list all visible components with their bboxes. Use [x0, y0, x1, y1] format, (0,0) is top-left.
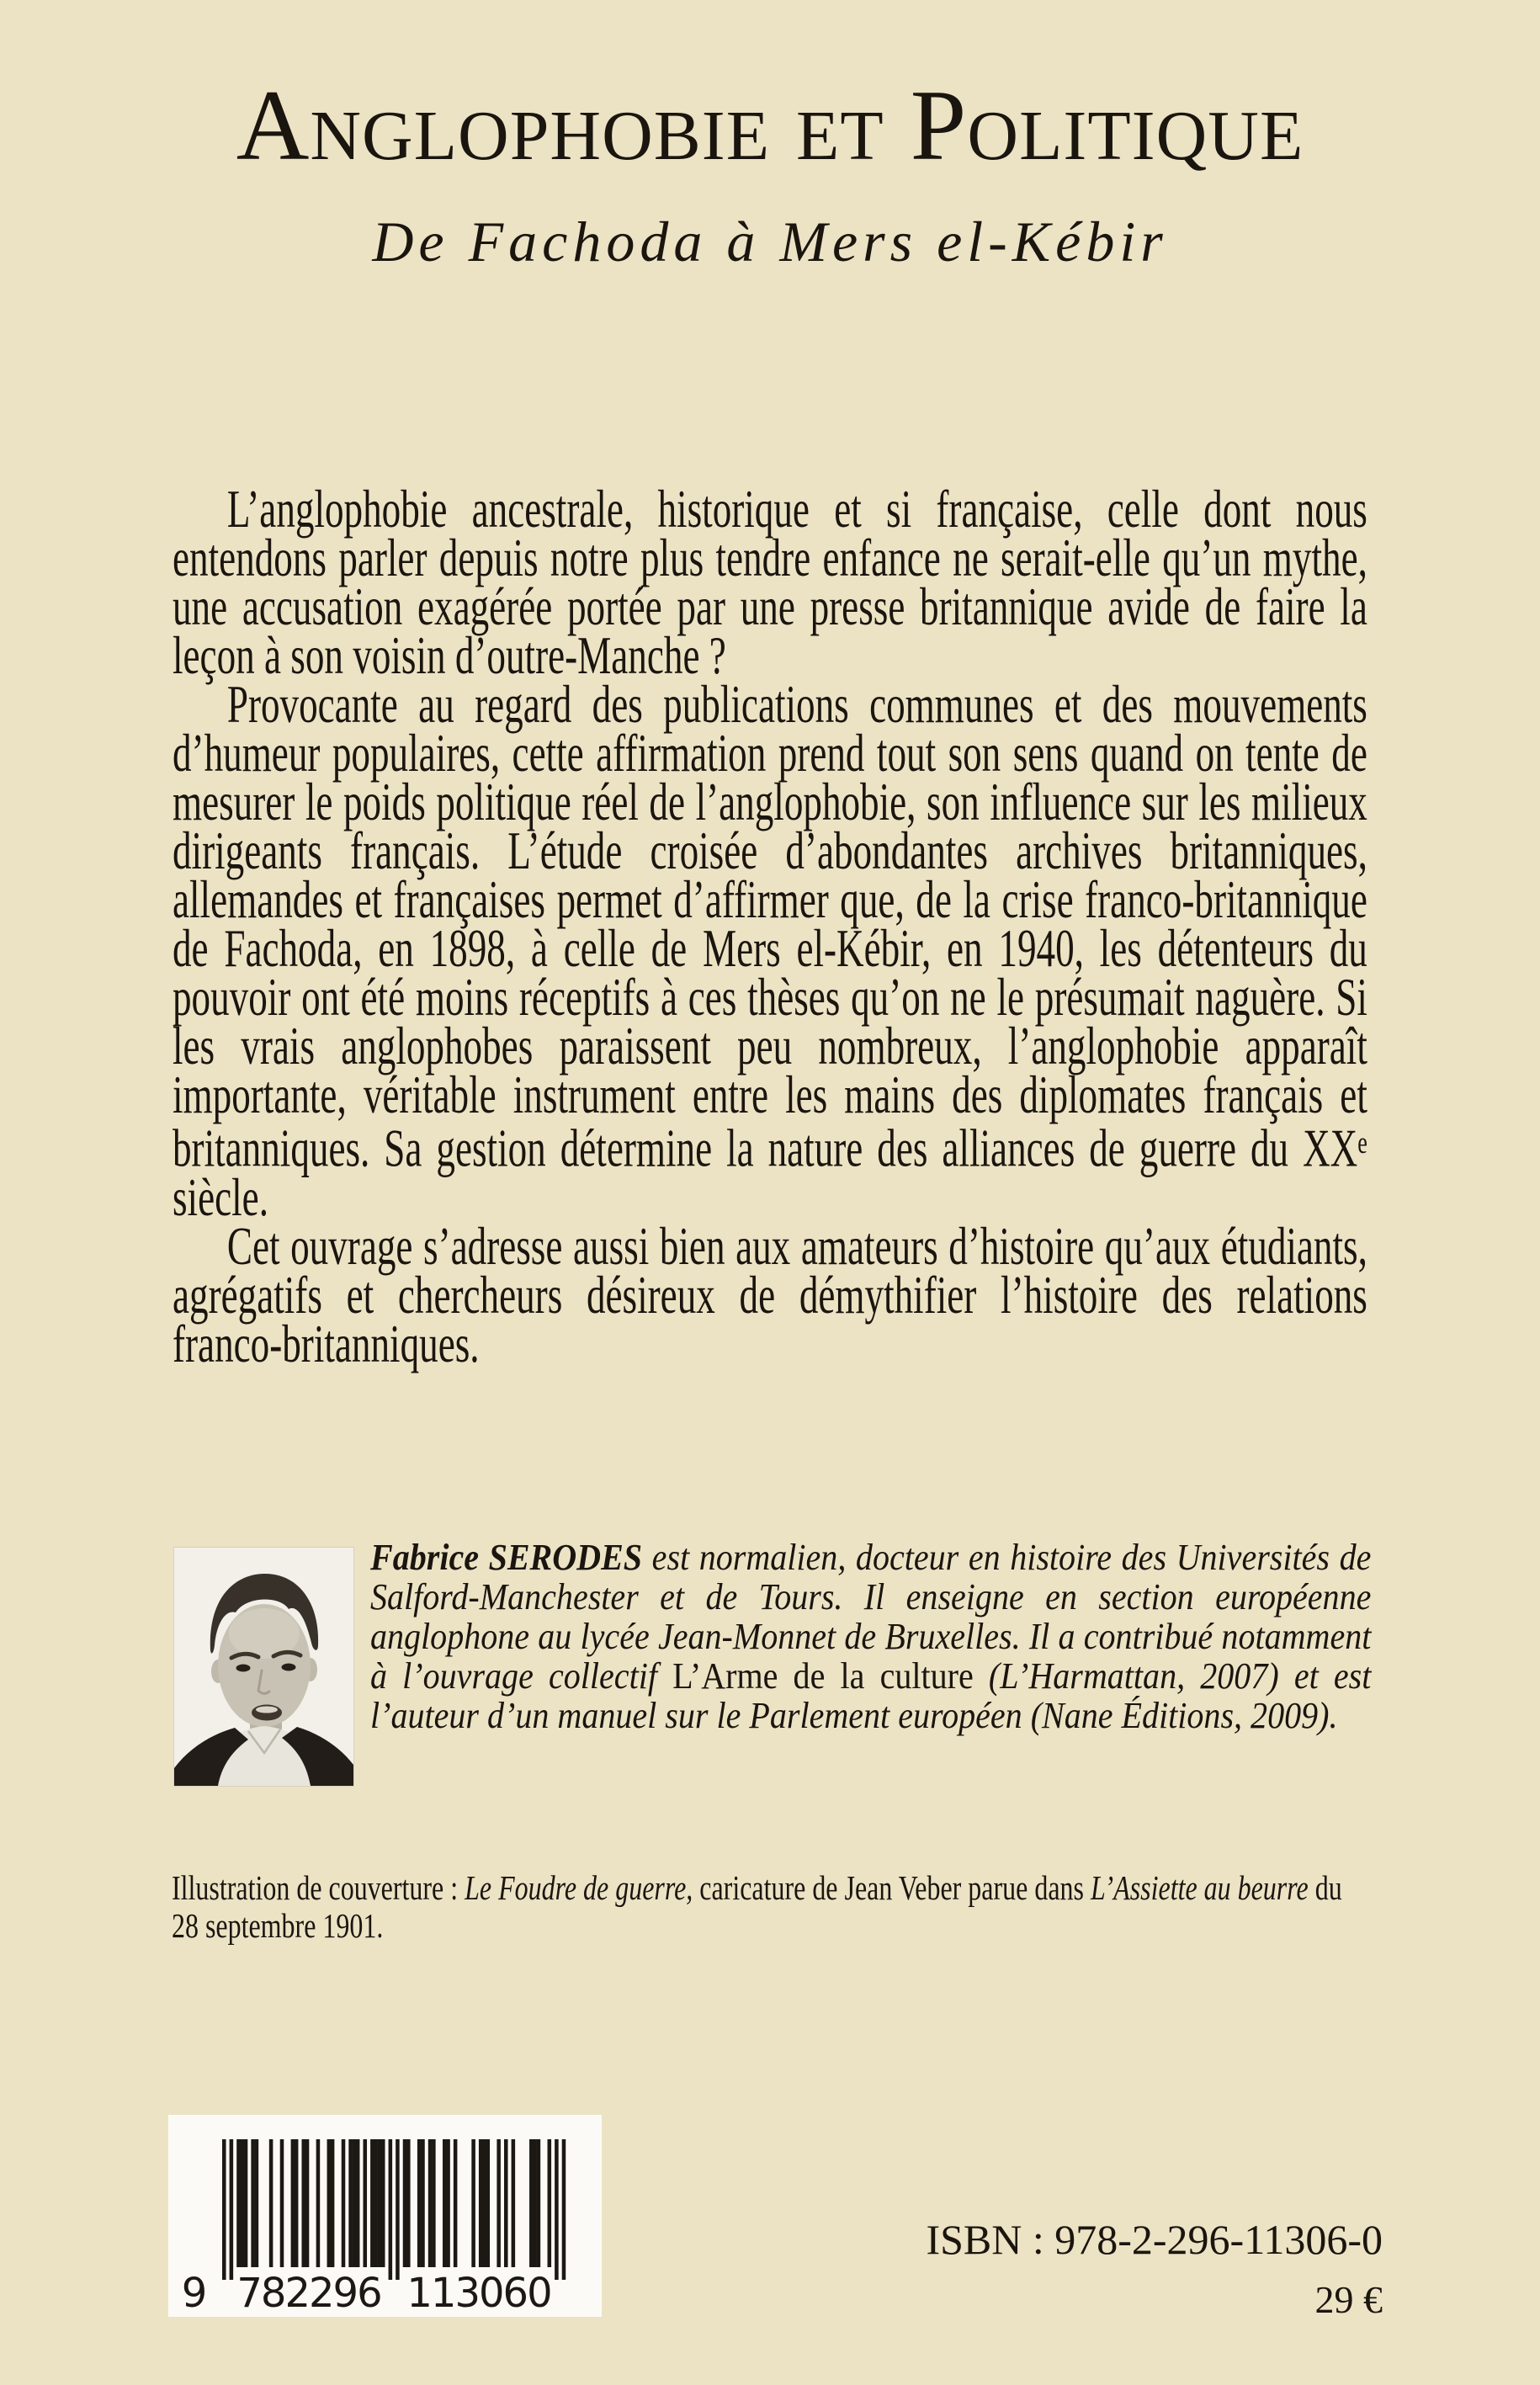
- barcode-svg: [168, 2115, 602, 2317]
- credit-work-2: L’Assiette au beurre: [1090, 1868, 1309, 1907]
- author-photo: [174, 1548, 353, 1786]
- book-subtitle: De Fachoda à Mers el-Kébir: [372, 210, 1168, 274]
- bio-work-title: L’Arme de la culture: [672, 1655, 974, 1697]
- author-name: Fabrice SERODES: [370, 1537, 643, 1578]
- century-superscript: e: [1357, 1126, 1367, 1161]
- cover-credit: [172, 1869, 1368, 1945]
- credit-work-1: Le Foudre de guerre,: [465, 1868, 693, 1907]
- synopsis-paragraph-2: [173, 674, 1367, 1227]
- author-bio-text-2: (L’Harmattan, 2007) et est l’auteur d’un manuel sur le Parlement européen (Nane Éditions, 2009).: [370, 1655, 1372, 1736]
- synopsis: [173, 479, 1367, 1373]
- price-text: 29 €: [1314, 2278, 1383, 2321]
- isbn-text: ISBN : 978-2-296-11306-0: [926, 2216, 1383, 2263]
- barcode-digit-9: 9: [181, 2270, 206, 2317]
- credit-text-1: Illustration de couverture :: [172, 1868, 465, 1907]
- author-bio-text-1: est normalien, docteur en histoire des Universités de Salford-Manchester et de Tours. Il enseigne en section européenne anglophone au lycée Jean-Monnet de Bruxelles. Il a contribué notamment à l’ouvrage collectif: [370, 1537, 1372, 1697]
- synopsis-paragraph-1: L’anglophobie ancestrale, historique et si française, celle dont nous entendons parler depuis notre plus tendre enfance ne serait-elle qu’un mythe, une accusation exagérée portée par une presse britannique avide de faire la leçon à son voisin d’outre-Manche ?: [173, 479, 1367, 685]
- author-bio: [370, 1538, 1371, 1735]
- credit-text-2: caricature de Jean Veber parue dans: [693, 1868, 1091, 1907]
- book-title: Anglophobie et Politique: [236, 69, 1304, 181]
- synopsis-paragraph-2-text: Provocante au regard des publications communes et des mouvements d’humeur populaires, cette affirmation prend tout son sens quand on tente de mesurer le poids politique réel de l’anglophobie, son influence sur les milieux dirigeants français. L’étude croisée d’abondantes archives britanniques, allemandes et françaises permet d’affirmer que, de la crise franco-britannique de Fachoda, en 1898, à celle de Mers el-Kébir, en 1940, les détenteurs du pouvoir ont été moins réceptifs à ces thèses qu’on ne le présumait naguère. Si les vrais anglophobes paraissent peu nombreux, l’anglophobie apparaît importante, véritable instrument entre les mains des diplomates français et britanniques. Sa gestion détermine la nature des alliances de guerre du XX: [173, 674, 1367, 1178]
- barcode-digits-right: 113060: [406, 2270, 551, 2317]
- credit-text-3: du 28 septembre 1901.: [172, 1868, 1342, 1945]
- synopsis-paragraph-2-end: siècle.: [173, 1166, 268, 1227]
- synopsis-paragraph-3: Cet ouvrage s’adresse aussi bien aux amateurs d’histoire qu’aux étudiants, agrégatifs et chercheurs désireux de démythifier l’histoire des relations franco-britanniques.: [173, 1215, 1367, 1373]
- barcode-bars: [222, 2139, 566, 2280]
- author-portrait-illustration: [174, 1548, 353, 1786]
- barcode-digits-left: 782296: [236, 2270, 381, 2317]
- ean-barcode: [168, 2115, 602, 2317]
